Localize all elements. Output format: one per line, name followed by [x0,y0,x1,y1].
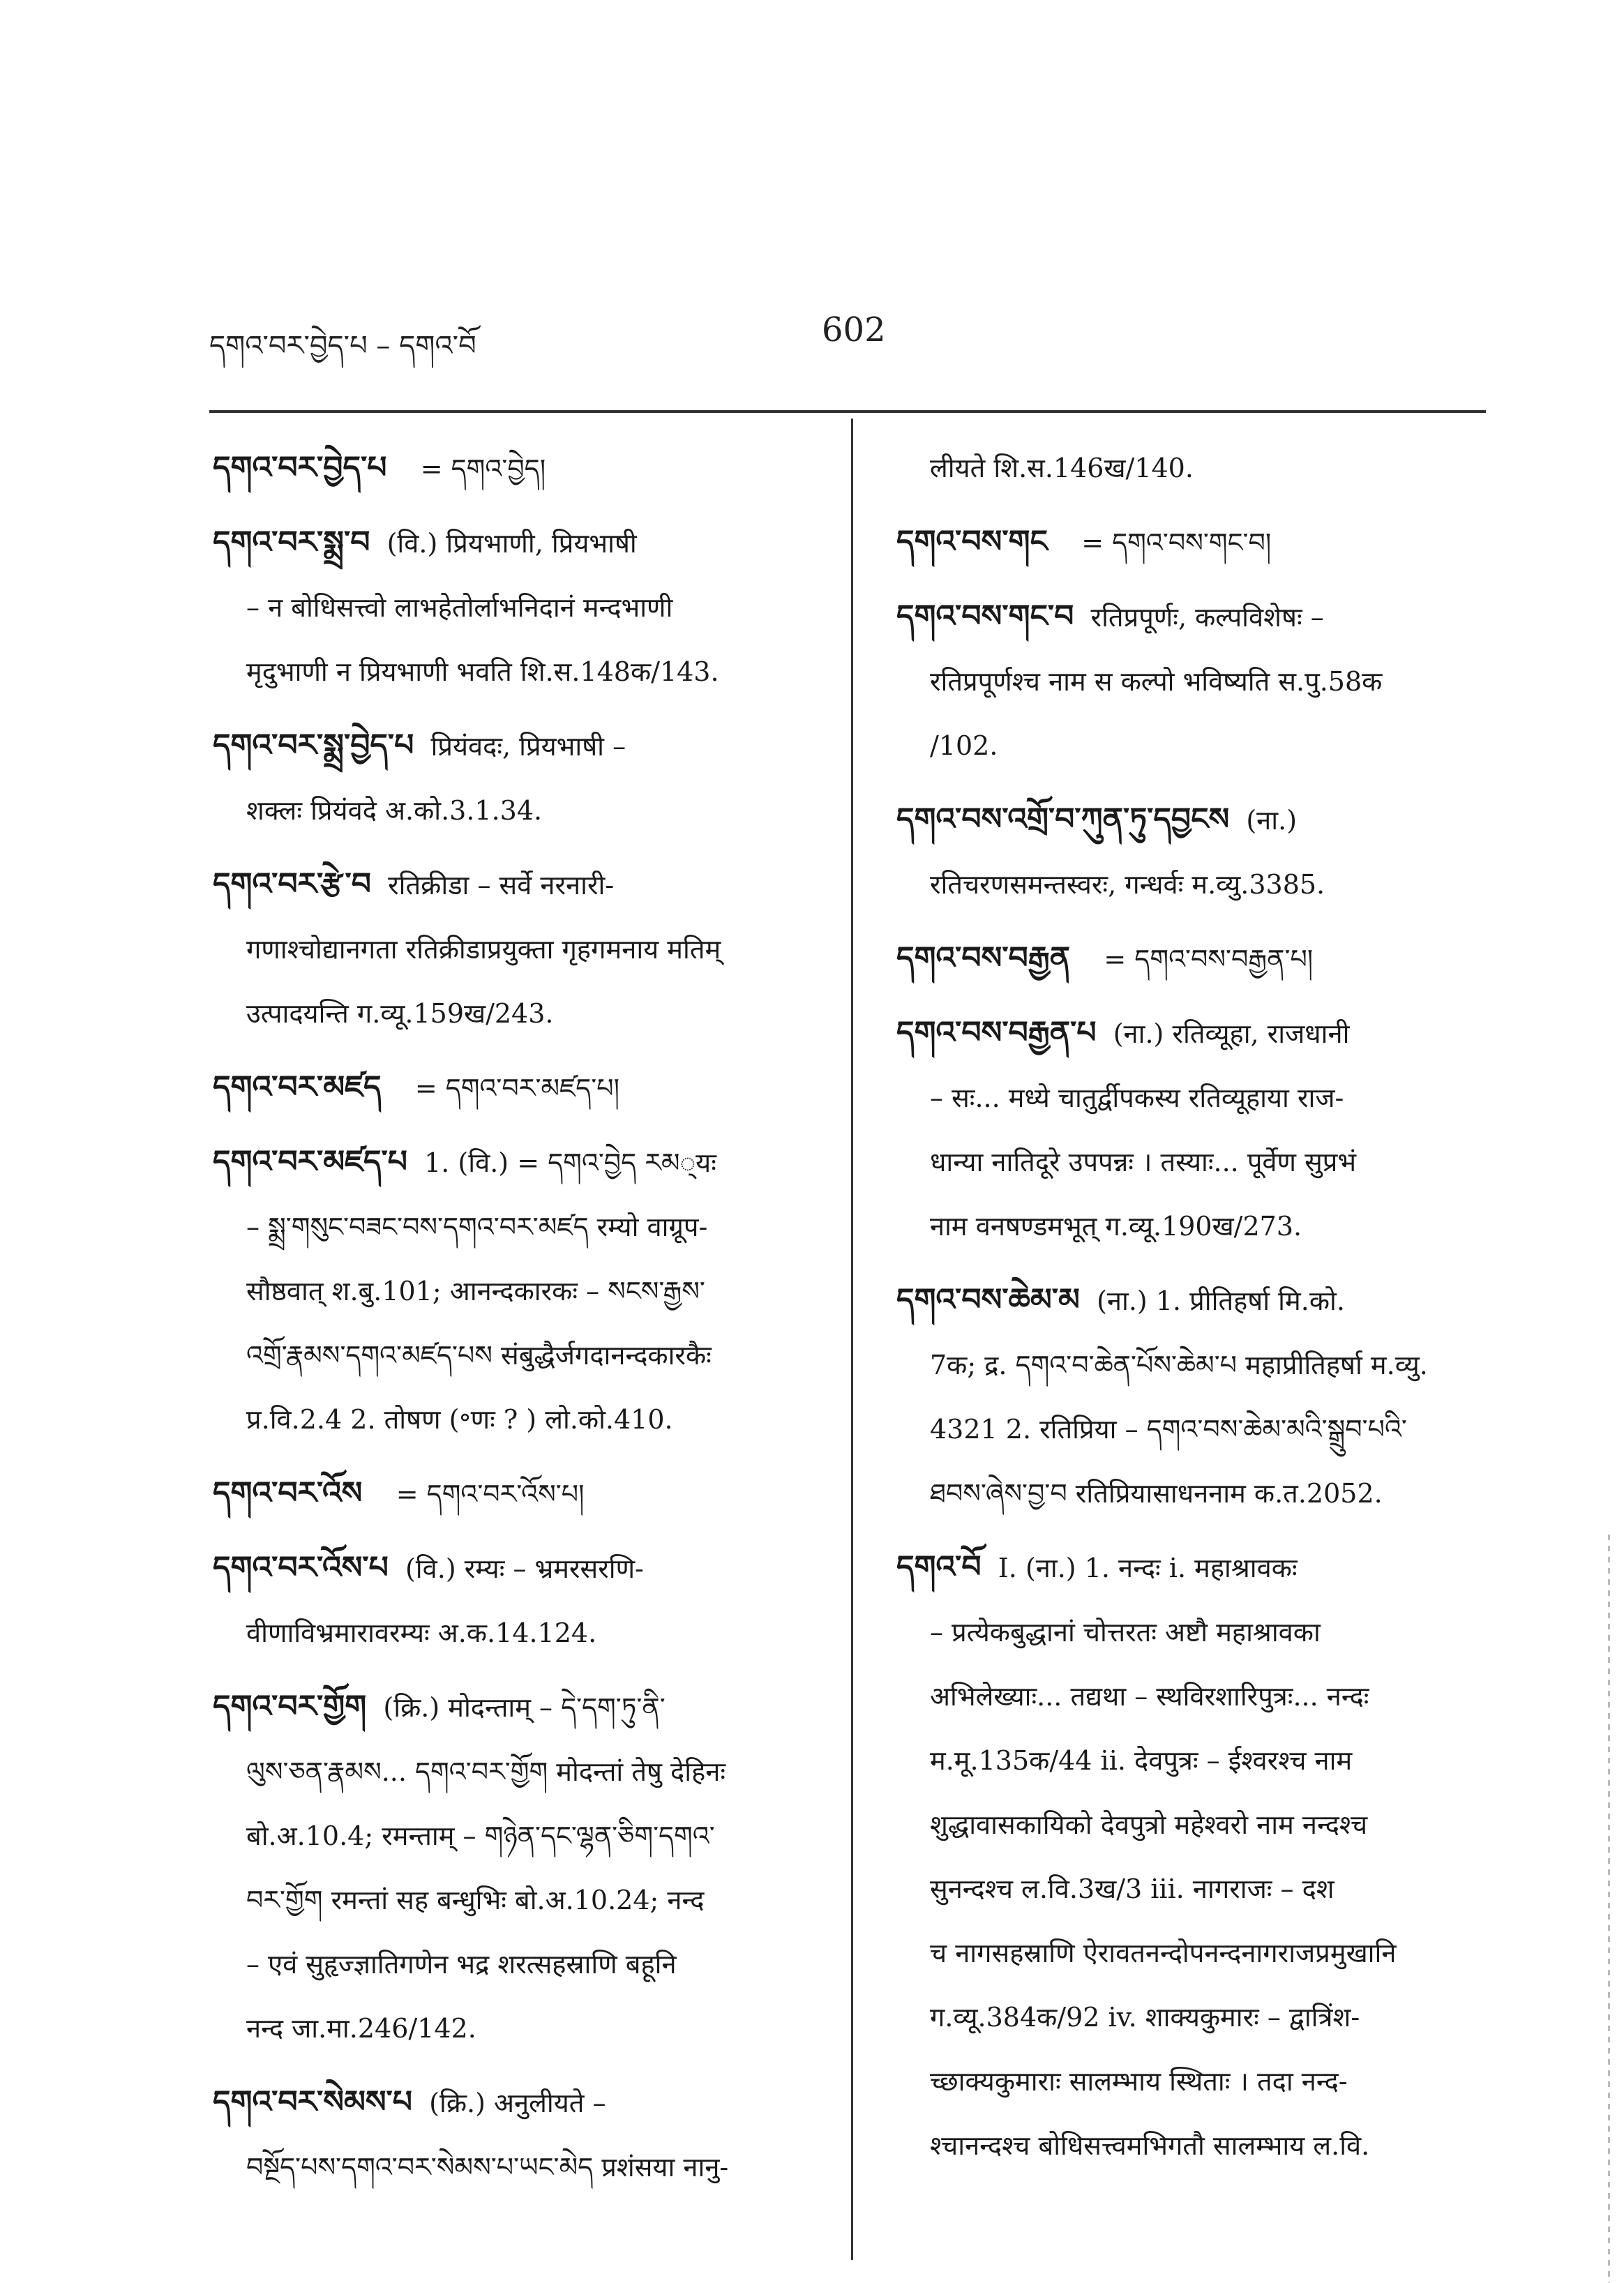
entry-headword: དགའ་བར་བྱེད་པ [213,450,387,485]
dictionary-entry [213,511,841,704]
entry-line: च नागसहस्राणि ऐरावतनन्दोपनन्दनागराजप्रमुखानि [930,1938,1397,1968]
entry-line: (वि.) प्रियभाणी, प्रियभाषी [386,528,637,559]
entry-line: 4321 2. रतिप्रिया – དགའ་བས་ཆེམ་མའི་སྒྲུབ་པའི་ [930,1414,1407,1445]
entry-line: गणाश्चोद्यानगता रतिक्रीडाप्रयुक्ता गृहगमनाय मतिम् [246,934,721,965]
entry-line: रतिक्रीडा – सर्वे नरनारी- [388,870,615,901]
dictionary-entry [896,1268,1524,1525]
entry-line: ལུས་ཅན་རྣམས... དགའ་བར་གྱོག मोदन्तां तेषु देहिनः [246,1756,726,1787]
entry-headword: དགའ་བར་མཛད་པ [213,1144,407,1180]
entry-line: I. (ना.) 1. नन्दः i. महाश्रावकः [998,1553,1298,1583]
entry-line: श्चानन्दश्च बोधिसत्त्वमभिगतौ सालम्भाय ल.वि. [930,2130,1370,2161]
entry-line: प्रियंवदः, प्रियभाषी – [430,731,626,762]
entry-line: བར་གྱོག रमन्तां सह बन्धुभिः बो.अ.10.24; नन्द [246,1885,705,1915]
entry-line: अभिलेख्याः... तद्यथा – स्थविरशारिपुत्रः... नन्दः [930,1681,1369,1712]
running-head: དགའ་བར་བྱེད་པ – དགའ་བོ [209,330,476,362]
dictionary-entry [213,714,841,843]
entry-line: (क्रि.) मोदन्ताम् – དེ་དག་ཏུ་ནི་ [383,1692,666,1723]
entry-headword: དགའ་བས་གང་བ [896,598,1074,634]
column-divider [851,419,853,2260]
entry-headword: དགའ་བས་བརྒྱན [896,940,1071,976]
dictionary-entry [213,1675,841,2060]
entry-line: 1. (वि.) = དགའ་བྱེད རམ्यः [424,1147,716,1178]
entry-line: = དགའ་བར་མཛད་པ། [414,1073,620,1103]
entry-line: 7क; द्र. དགའ་བ་ཆེན་པོས་ཆེམ་པ महाप्रीतिहर्षा म.व्यु. [930,1350,1428,1380]
entry-line: ཐབས་ཞེས་བྱ་བ रतिप्रियासाधननाम क.त.2052. [930,1478,1383,1509]
dictionary-entry [896,510,1524,575]
entry-line: सौष्ठवात् श.बु.101; आनन्दकारकः – སངས་རྒྱས་ [246,1276,705,1306]
dictionary-entry [213,1055,841,1120]
entry-line: – སྨྲ་གསུང་བཟང་བས་དགའ་བར་མཛད रम्यो वाग्रूप- [246,1212,708,1242]
entry-line: रतिप्रपूर्णः, कल्पविशेषः – [1090,602,1324,633]
entry-headword: དགའ་བར་གྱོག [213,1689,367,1724]
dictionary-entry [213,1461,841,1526]
entry-line: नन्द जा.मा.246/142. [246,2013,476,2044]
entry-line: བསྔོད་པས་དགའ་བར་སེམས་པ་ཡང་མེད प्रशंसया नानु- [246,2152,729,2183]
entry-line: = དགའ་བས་གང་བ། [1081,527,1272,558]
entry-line: (ना.) रतिव्यूहा, राजधानी [1113,1018,1350,1049]
scan-binding-edge [1608,1535,1610,2283]
entry-line: (वि.) रम्यः – भ्रमरसरणि- [405,1553,644,1584]
dictionary-entry [213,1536,841,1665]
entry-line: नाम वनषण्डमभूत् ग.व्यू.190ख/273. [930,1211,1302,1242]
entry-headword: དགའ་བར་སྨྲ་བྱེད་པ [213,728,414,763]
entry-headword: དགའ་བར་འོས་པ [213,1550,389,1585]
entry-line: सुनन्दश्च ल.वि.3ख/3 iii. नागराजः – दश [930,1874,1334,1904]
entry-line: ग.व्यू.384क/92 iv. शाक्यकुमारः – द्वात्रिंश- [930,2002,1360,2033]
dictionary-entry-continuation [896,436,1524,500]
entry-line: – एवं सुहृज्ज्ञातिगणेन भद्र शरत्सहस्राणि बहूनि [246,1949,677,1980]
entry-line: म.मू.135क/44 ii. देवपुत्रः – ईश्वरश्च नाम [930,1745,1353,1776]
left-column [213,436,841,2209]
entry-line: – न बोधिसत्त्वो लाभहेतोर्लाभनिदानं मन्दभाणी [246,592,673,623]
right-column [896,436,1524,2187]
entry-headword: དགའ་བས་ཆེམ་མ [896,1282,1080,1318]
entry-line: /102. [930,730,998,761]
entry-line: शुद्धावासकायिको देवपुत्रो महेश्वरो नाम नन्दश्च [930,1809,1368,1840]
entry-line: वीणाविभ्रमारावरम्यः अ.क.14.124. [246,1618,597,1648]
dictionary-entry [896,788,1524,917]
entry-headword: དགའ་བར་མཛད [213,1069,382,1105]
entry-line: रतिचरणसमन्तस्वरः, गन्धर्वः म.व्यु.3385. [930,869,1325,900]
entry-headword: དགའ་བར་རྩེ་བ [213,866,371,902]
dictionary-entry [213,2070,841,2199]
entry-line: धान्या नातिदूरे उपपन्नः । तस्याः... पूर्वेण सुप्रभं [930,1147,1357,1177]
dictionary-entry [896,1001,1524,1258]
entry-line: बो.अ.10.4; रमन्ताम् – གཉེན་དང་ལྷན་ཅིག་དགའ་ [246,1821,715,1851]
entry-headword: དགའ་བོ [896,1549,982,1585]
entry-line: (क्रि.) अनुलीयते – [429,2088,606,2118]
dictionary-entry [896,585,1524,778]
entry-headword: དགའ་བས་གང [896,524,1048,559]
entry-line: प्र.वि.2.4 2. तोषण (॰णः ? ) लो.को.410. [246,1404,673,1435]
entry-line: = དགའ་བྱེད། [420,453,546,484]
dictionary-entry [896,1535,1524,2178]
entry-headword: དགའ་བར་འོས [213,1475,363,1511]
header-rule [209,410,1486,413]
entry-headword: དགའ་བས་འགྲོ་བ་ཀུན་ཏུ་དབྱངས [896,801,1230,837]
entry-line: – सः... मध्ये चातुर्द्वीपकस्य रतिव्यूहाया राज- [930,1083,1344,1113]
entry-line: = དགའ་བར་འོས་པ། [396,1479,585,1509]
entry-line: = དགའ་བས་བརྒྱན་པ། [1104,944,1314,974]
dictionary-entry [896,926,1524,991]
entry-line: उत्पादयन्ति ग.व्यू.159ख/243. [246,998,554,1029]
dictionary-entry [213,852,841,1046]
dictionary-entry [213,436,841,501]
entry-headword: དགའ་བས་བརྒྱན་པ [896,1015,1097,1050]
entry-line: (ना.) 1. प्रीतिहर्षा मि.को. [1097,1286,1345,1316]
entry-line: मृदुभाणी न प्रियभाणी भवति शि.स.148क/143. [246,656,719,687]
dictionary-entry [213,1130,841,1452]
entry-line: शक्लः प्रियंवदे अ.को.3.1.34. [246,795,543,826]
entry-line: – प्रत्येकबुद्धानां चोत्तरतः अष्टौ महाश्रावका [930,1617,1321,1648]
entry-line: च्छाक्यकुमाराः सालम्भाय स्थिताः । तदा नन्द- [930,2066,1348,2097]
entry-line: འགྲོ་རྣམས་དགའ་མཛད་པས संबुद्धैर्जगदानन्दकारकैः [246,1340,712,1371]
page-number: 602 [822,310,886,349]
entry-headword: དགའ་བར་སྨྲ་བ [213,525,370,560]
entry-line: रतिप्रपूर्णश्च नाम स कल्पो भविष्यति स.पु.58क [930,666,1383,697]
entry-line: लीयते शि.स.146ख/140. [930,453,1194,483]
entry-line: (ना.) [1246,805,1298,836]
entry-headword: དགའ་བར་སེམས་པ [213,2084,412,2120]
